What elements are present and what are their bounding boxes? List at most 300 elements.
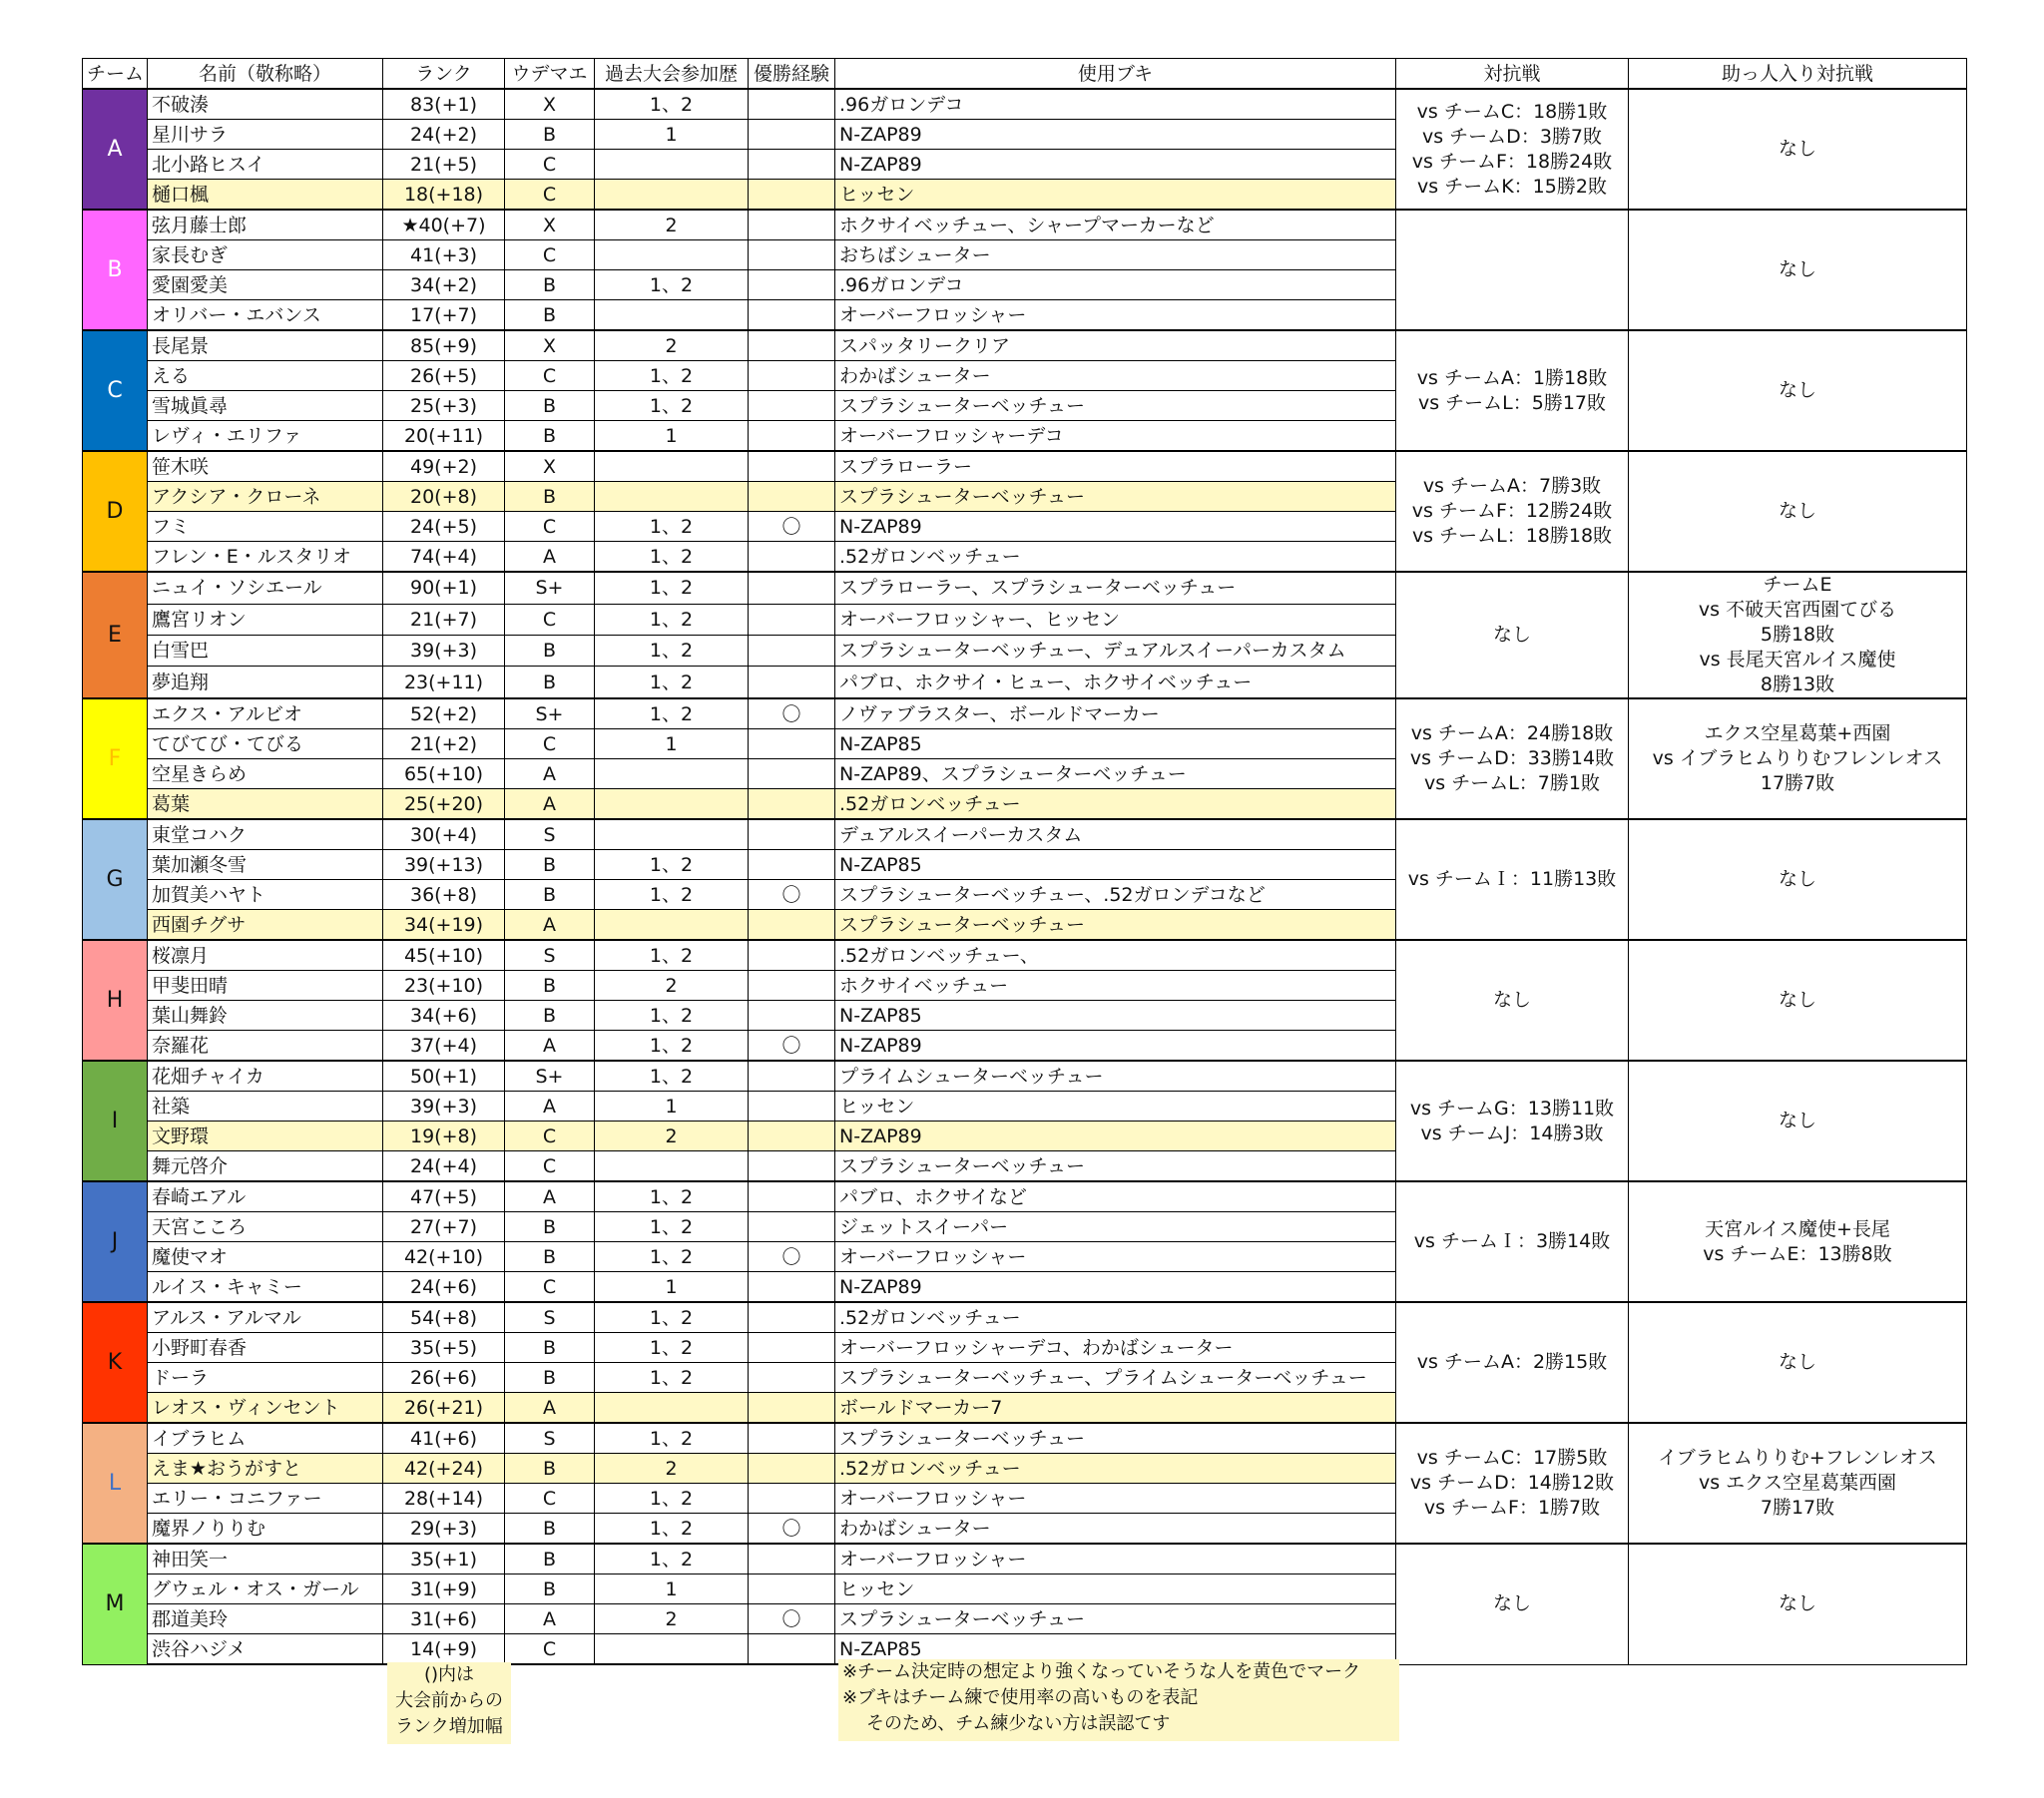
player-name: エクス・アルビオ [148, 698, 383, 729]
player-weapon: .52ガロンベッチュー、 [835, 940, 1396, 971]
helper-match-line: なし [1778, 868, 1816, 890]
player-weapon: .52ガロンベッチュー [835, 789, 1396, 820]
player-udemae: C [505, 1122, 595, 1151]
player-udemae: X [505, 451, 595, 482]
player-win-mark: 〇 [749, 698, 835, 729]
player-weapon: N-ZAP89 [835, 150, 1396, 180]
versus-record-line: なし [1492, 624, 1531, 646]
versus-record-line: vs チームC：17勝5敗 [1416, 1447, 1608, 1469]
player-rank: 74(+4) [383, 542, 505, 573]
player-weapon: プライムシューターベッチュー [835, 1061, 1396, 1092]
player-rank: 19(+8) [383, 1122, 505, 1151]
table-row [83, 698, 1967, 729]
player-name: 葉山舞鈴 [148, 1001, 383, 1031]
player-rank: 26(+5) [383, 361, 505, 391]
player-rank: 24(+4) [383, 1151, 505, 1182]
player-udemae: B [505, 421, 595, 452]
header-buki: 使用ブキ [835, 59, 1396, 90]
player-name: 魔使マオ [148, 1242, 383, 1272]
player-name: 渋谷ハジメ [148, 1634, 383, 1665]
versus-record-line: vs チームG：13勝11敗 [1409, 1097, 1615, 1120]
player-win-mark [749, 850, 835, 880]
helper-match-line: イブラヒムりりむ+フレンレオス [1658, 1447, 1937, 1469]
helper-match-line: なし [1778, 258, 1816, 280]
player-win-mark [749, 1272, 835, 1303]
player-weapon: オーバーフロッシャー [835, 1484, 1396, 1514]
player-udemae: B [505, 971, 595, 1001]
player-win-mark [749, 940, 835, 971]
table-row [83, 1061, 1967, 1092]
player-history: 1 [595, 1574, 749, 1604]
versus-record-cell [1396, 940, 1629, 1061]
team-label-cell: I [83, 1061, 148, 1181]
player-history: 1 [595, 120, 749, 150]
table-row [83, 89, 1967, 120]
player-udemae: B [505, 1333, 595, 1363]
player-win-mark [749, 1092, 835, 1122]
player-rank: 31(+6) [383, 1604, 505, 1634]
player-name: 弦月藤士郎 [148, 210, 383, 240]
player-weapon: スプラローラー [835, 451, 1396, 482]
player-udemae: B [505, 120, 595, 150]
player-weapon: スプラシューターベッチュー [835, 910, 1396, 941]
player-rank: 41(+6) [383, 1423, 505, 1454]
player-name: 葛葉 [148, 789, 383, 820]
player-history [595, 910, 749, 941]
player-win-mark [749, 361, 835, 391]
player-history: 1、2 [595, 391, 749, 421]
player-win-mark [749, 240, 835, 270]
player-name: 社築 [148, 1092, 383, 1122]
helper-match-line: 天宮ルイス魔使+長尾 [1705, 1217, 1890, 1240]
team-label-cell: H [83, 940, 148, 1061]
player-name: 雪城眞尋 [148, 391, 383, 421]
player-udemae: B [505, 1001, 595, 1031]
player-udemae: C [505, 180, 595, 211]
player-rank: 21(+7) [383, 604, 505, 635]
player-history: 1、2 [595, 1333, 749, 1363]
versus-record-cell [1396, 89, 1629, 210]
player-weapon: N-ZAP89 [835, 512, 1396, 542]
team-label-cell: D [83, 451, 148, 572]
player-udemae: S+ [505, 698, 595, 729]
player-udemae: C [505, 604, 595, 635]
helper-match-line: なし [1778, 1592, 1816, 1615]
player-udemae: B [505, 635, 595, 666]
player-weapon: オーバーフロッシャー [835, 1242, 1396, 1272]
player-udemae: B [505, 667, 595, 698]
helper-match-cell [1629, 210, 1967, 330]
player-history: 1、2 [595, 1242, 749, 1272]
player-rank: 21(+5) [383, 150, 505, 180]
player-rank: 17(+7) [383, 300, 505, 331]
team-label-cell: C [83, 330, 148, 451]
table-row [83, 1544, 1967, 1574]
player-rank: 39(+13) [383, 850, 505, 880]
rank-note [387, 1662, 511, 1744]
versus-record-line: vs チームD：33勝14敗 [1409, 747, 1615, 769]
player-history: 1、2 [595, 1061, 749, 1092]
player-history: 1、2 [595, 89, 749, 120]
player-history: 1、2 [595, 850, 749, 880]
player-win-mark [749, 759, 835, 789]
player-rank: 20(+8) [383, 482, 505, 512]
player-rank: 45(+10) [383, 940, 505, 971]
player-weapon: おちばシューター [835, 240, 1396, 270]
legend-note-line: ※ブキはチーム練で使用率の高いものを表記 [842, 1687, 1199, 1708]
helper-match-cell [1629, 1423, 1967, 1544]
player-weapon: パブロ、ホクサイなど [835, 1181, 1396, 1212]
player-name: アルス・アルマル [148, 1302, 383, 1333]
player-rank: 85(+9) [383, 330, 505, 361]
table-row [83, 1181, 1967, 1212]
player-weapon: オーバーフロッシャーデコ [835, 421, 1396, 452]
player-name: フレン・E・ルスタリオ [148, 542, 383, 573]
player-weapon: .52ガロンベッチュー [835, 542, 1396, 573]
player-win-mark [749, 789, 835, 820]
helper-match-line: チームE [1763, 574, 1832, 596]
player-weapon: オーバーフロッシャー、ヒッセン [835, 604, 1396, 635]
player-name: オリバー・エバンス [148, 300, 383, 331]
player-rank: 39(+3) [383, 635, 505, 666]
player-name: 樋口楓 [148, 180, 383, 211]
team-label-cell: L [83, 1423, 148, 1544]
team-roster-table [82, 58, 1967, 1665]
legend-note-line: ※チーム決定時の想定より強くなっていそうな人を黄色でマーク [842, 1661, 1361, 1682]
table-row [83, 819, 1967, 850]
player-weapon: ボールドマーカー7 [835, 1393, 1396, 1424]
player-name: 不破湊 [148, 89, 383, 120]
player-weapon: わかばシューター [835, 361, 1396, 391]
player-name: 文野環 [148, 1122, 383, 1151]
team-label-cell: A [83, 89, 148, 210]
player-history: 1 [595, 1272, 749, 1303]
player-history [595, 1151, 749, 1182]
player-udemae: C [505, 361, 595, 391]
player-rank: 34(+6) [383, 1001, 505, 1031]
player-rank: 42(+24) [383, 1454, 505, 1484]
player-history [595, 1634, 749, 1665]
player-udemae: S [505, 1302, 595, 1333]
player-win-mark [749, 729, 835, 759]
player-win-mark [749, 1122, 835, 1151]
player-win-mark [749, 667, 835, 698]
player-name: 天宮こころ [148, 1212, 383, 1242]
player-history [595, 789, 749, 820]
player-history: 1、2 [595, 667, 749, 698]
versus-record-cell [1396, 698, 1629, 819]
player-win-mark [749, 1544, 835, 1574]
player-rank: 31(+9) [383, 1574, 505, 1604]
helper-match-cell [1629, 698, 1967, 819]
player-name: ニュイ・ソシエール [148, 572, 383, 604]
player-win-mark [749, 330, 835, 361]
player-history: 1、2 [595, 542, 749, 573]
player-win-mark: 〇 [749, 512, 835, 542]
helper-match-cell [1629, 89, 1967, 210]
player-weapon: デュアルスイーパーカスタム [835, 819, 1396, 850]
versus-record-line: vs チームD：3勝7敗 [1422, 125, 1602, 148]
player-weapon: スパッタリークリア [835, 330, 1396, 361]
player-win-mark [749, 1333, 835, 1363]
player-name: レオス・ヴィンセント [148, 1393, 383, 1424]
player-win-mark [749, 910, 835, 941]
player-win-mark [749, 270, 835, 300]
versus-record-cell [1396, 1061, 1629, 1181]
versus-record-cell [1396, 1302, 1629, 1423]
player-udemae: A [505, 759, 595, 789]
team-label-cell: B [83, 210, 148, 330]
player-win-mark [749, 604, 835, 635]
player-udemae: S [505, 1423, 595, 1454]
player-weapon: スプラシューターベッチュー [835, 1604, 1396, 1634]
player-udemae: C [505, 729, 595, 759]
player-rank: 25(+3) [383, 391, 505, 421]
player-rank: 83(+1) [383, 89, 505, 120]
player-history: 1、2 [595, 1484, 749, 1514]
player-udemae: B [505, 391, 595, 421]
player-rank: 52(+2) [383, 698, 505, 729]
player-history: 1、2 [595, 1363, 749, 1393]
player-name: ドーラ [148, 1363, 383, 1393]
header-name: 名前（敬称略） [148, 59, 383, 90]
player-rank: 41(+3) [383, 240, 505, 270]
player-rank: 28(+14) [383, 1484, 505, 1514]
versus-record-line: vs チームF：18勝24敗 [1411, 150, 1613, 173]
versus-record-cell [1396, 210, 1629, 330]
versus-record-line: vs チームL：7勝1敗 [1424, 772, 1600, 794]
player-win-mark: 〇 [749, 1242, 835, 1272]
player-win-mark [749, 1181, 835, 1212]
versus-record-line: vs チームK：15勝2敗 [1417, 175, 1607, 198]
player-history: 2 [595, 1604, 749, 1634]
player-win-mark [749, 542, 835, 573]
player-weapon: N-ZAP89 [835, 1122, 1396, 1151]
player-win-mark: 〇 [749, 1031, 835, 1062]
helper-match-line: vs エクス空星葛葉西園 [1699, 1472, 1896, 1494]
player-name: 愛園愛美 [148, 270, 383, 300]
player-rank: ★40(+7) [383, 210, 505, 240]
versus-record-line: vs チームA：2勝15敗 [1416, 1351, 1608, 1373]
player-rank: 37(+4) [383, 1031, 505, 1062]
player-weapon: .52ガロンベッチュー [835, 1302, 1396, 1333]
player-history: 1、2 [595, 572, 749, 604]
player-history: 1 [595, 1092, 749, 1122]
player-rank: 24(+5) [383, 512, 505, 542]
player-name: 魔界ノりりむ [148, 1514, 383, 1545]
helper-match-line: 8勝13敗 [1760, 674, 1835, 695]
player-name: える [148, 361, 383, 391]
player-weapon: スプラシューターベッチュー、.52ガロンデコなど [835, 880, 1396, 910]
versus-record-line: vs チームD：14勝12敗 [1409, 1472, 1615, 1494]
player-rank: 54(+8) [383, 1302, 505, 1333]
table-row [83, 451, 1967, 482]
player-name: 甲斐田晴 [148, 971, 383, 1001]
versus-record-line: vs チームA：1勝18敗 [1416, 366, 1608, 389]
player-name: 春崎エアル [148, 1181, 383, 1212]
player-history: 1 [595, 421, 749, 452]
versus-record-line: なし [1492, 989, 1531, 1011]
player-name: グウェル・オス・ガール [148, 1574, 383, 1604]
versus-record-line: vs チームJ：14勝3敗 [1420, 1122, 1604, 1144]
player-history: 1、2 [595, 698, 749, 729]
header-win: 優勝経験 [749, 59, 835, 90]
player-weapon: スプラシューターベッチュー [835, 1151, 1396, 1182]
player-name: 東堂コハク [148, 819, 383, 850]
player-udemae: B [505, 1454, 595, 1484]
player-weapon: オーバーフロッシャー [835, 300, 1396, 331]
helper-match-line: vs 不破天宮西園てびる [1698, 599, 1897, 621]
player-name: エリー・コニファー [148, 1484, 383, 1514]
helper-match-cell [1629, 572, 1967, 698]
player-name: 白雪巴 [148, 635, 383, 666]
table-row [83, 1302, 1967, 1333]
player-udemae: A [505, 542, 595, 573]
table-row [83, 210, 1967, 240]
player-rank: 35(+5) [383, 1333, 505, 1363]
player-win-mark [749, 1423, 835, 1454]
player-history: 1、2 [595, 1031, 749, 1062]
player-name: 家長むぎ [148, 240, 383, 270]
team-label-cell: J [83, 1181, 148, 1302]
player-udemae: B [505, 880, 595, 910]
player-rank: 90(+1) [383, 572, 505, 604]
player-win-mark [749, 89, 835, 120]
player-udemae: C [505, 240, 595, 270]
player-win-mark [749, 1634, 835, 1665]
player-win-mark [749, 1212, 835, 1242]
player-udemae: C [505, 150, 595, 180]
versus-record-line: なし [1492, 1592, 1531, 1615]
player-name: 空星きらめ [148, 759, 383, 789]
rank-note-line: ()内は [423, 1664, 475, 1685]
player-history: 1、2 [595, 880, 749, 910]
player-udemae: S+ [505, 1061, 595, 1092]
player-weapon: ホクサイベッチュー、シャープマーカーなど [835, 210, 1396, 240]
player-win-mark [749, 421, 835, 452]
player-udemae: C [505, 1272, 595, 1303]
helper-match-line: 17勝7敗 [1760, 772, 1835, 794]
player-weapon: N-ZAP85 [835, 1001, 1396, 1031]
player-rank: 24(+6) [383, 1272, 505, 1303]
player-weapon: パブロ、ホクサイ・ヒュー、ホクサイベッチュー [835, 667, 1396, 698]
player-name: てびてび・てびる [148, 729, 383, 759]
player-weapon: .52ガロンベッチュー [835, 1454, 1396, 1484]
player-weapon: N-ZAP89 [835, 1031, 1396, 1062]
player-rank: 21(+2) [383, 729, 505, 759]
header-history: 過去大会参加歴 [595, 59, 749, 90]
player-rank: 42(+10) [383, 1242, 505, 1272]
table-row [83, 1423, 1967, 1454]
player-win-mark [749, 1061, 835, 1092]
player-weapon: N-ZAP89 [835, 1272, 1396, 1303]
player-history: 1、2 [595, 512, 749, 542]
header-row [83, 59, 1967, 90]
player-udemae: A [505, 1604, 595, 1634]
player-history [595, 819, 749, 850]
player-weapon: スプラシューターベッチュー、プライムシューターベッチュー [835, 1363, 1396, 1393]
player-rank: 65(+10) [383, 759, 505, 789]
player-udemae: B [505, 850, 595, 880]
player-name: 加賀美ハヤト [148, 880, 383, 910]
header-helper: 助っ人入り対抗戦 [1629, 59, 1967, 90]
player-udemae: B [505, 1242, 595, 1272]
player-weapon: N-ZAP85 [835, 850, 1396, 880]
player-history: 2 [595, 210, 749, 240]
player-rank: 23(+10) [383, 971, 505, 1001]
player-weapon: スプラシューターベッチュー [835, 1423, 1396, 1454]
helper-match-line: なし [1778, 500, 1816, 522]
player-udemae: C [505, 1634, 595, 1665]
team-label-cell: M [83, 1544, 148, 1664]
player-weapon: スプラシューターベッチュー、デュアルスイーパーカスタム [835, 635, 1396, 666]
player-history: 2 [595, 330, 749, 361]
helper-match-cell [1629, 451, 1967, 572]
helper-match-cell [1629, 330, 1967, 451]
player-udemae: A [505, 910, 595, 941]
versus-record-cell [1396, 1423, 1629, 1544]
player-history: 1、2 [595, 1302, 749, 1333]
player-udemae: A [505, 1393, 595, 1424]
player-win-mark [749, 1484, 835, 1514]
helper-match-cell [1629, 1061, 1967, 1181]
player-name: 花畑チャイカ [148, 1061, 383, 1092]
table-row [83, 572, 1967, 604]
versus-record-line: vs チームA：24勝18敗 [1410, 722, 1614, 744]
player-weapon: わかばシューター [835, 1514, 1396, 1545]
player-weapon: オーバーフロッシャー [835, 1544, 1396, 1574]
player-weapon: オーバーフロッシャーデコ、わかばシューター [835, 1333, 1396, 1363]
helper-match-line: なし [1778, 379, 1816, 401]
player-weapon: スプラシューターベッチュー [835, 391, 1396, 421]
versus-record-line: vs チームＩ：3勝14敗 [1413, 1230, 1611, 1252]
player-udemae: S [505, 819, 595, 850]
player-win-mark [749, 1151, 835, 1182]
player-history: 1、2 [595, 1212, 749, 1242]
versus-record-cell [1396, 330, 1629, 451]
player-win-mark [749, 635, 835, 666]
helper-match-line: なし [1778, 1351, 1816, 1373]
player-weapon: N-ZAP85 [835, 1634, 1396, 1665]
player-win-mark [749, 971, 835, 1001]
player-history: 2 [595, 971, 749, 1001]
player-udemae: C [505, 1484, 595, 1514]
legend-note-line: そのため、チム練少ない方は誤認てす [866, 1713, 1171, 1734]
player-rank: 36(+8) [383, 880, 505, 910]
player-rank: 18(+18) [383, 180, 505, 211]
player-rank: 47(+5) [383, 1181, 505, 1212]
player-weapon: N-ZAP85 [835, 729, 1396, 759]
player-rank: 25(+20) [383, 789, 505, 820]
player-weapon: N-ZAP89、スプラシューターベッチュー [835, 759, 1396, 789]
player-name: 郡道美玲 [148, 1604, 383, 1634]
player-udemae: B [505, 1212, 595, 1242]
player-history: 1、2 [595, 361, 749, 391]
player-udemae: B [505, 1514, 595, 1545]
player-name: 奈羅花 [148, 1031, 383, 1062]
player-history [595, 240, 749, 270]
helper-match-line: vs イブラヒムりりむフレンレオス [1652, 747, 1943, 769]
player-weapon: ノヴァブラスター、ボールドマーカー [835, 698, 1396, 729]
player-udemae: C [505, 512, 595, 542]
player-win-mark [749, 819, 835, 850]
player-udemae: X [505, 210, 595, 240]
team-label-cell: G [83, 819, 148, 940]
player-win-mark [749, 1454, 835, 1484]
versus-record-line: vs チームF：12勝24敗 [1411, 500, 1613, 522]
helper-match-cell [1629, 1302, 1967, 1423]
player-rank: 24(+2) [383, 120, 505, 150]
